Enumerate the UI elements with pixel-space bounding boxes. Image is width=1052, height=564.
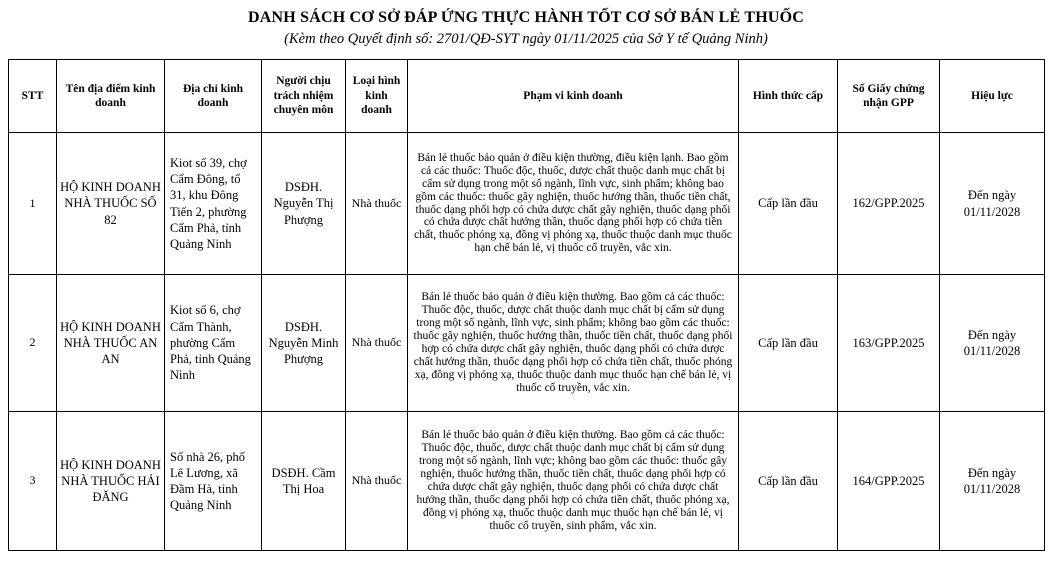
header-stt: STT — [9, 60, 57, 133]
header-responsible-person: Người chịu trách nhiệm chuyên môn — [262, 60, 346, 133]
page-title: DANH SÁCH CƠ SỞ ĐÁP ỨNG THỰC HÀNH TỐT CƠ SỞ BÁN LẺ THUỐC — [247, 9, 805, 26]
header-business-scope: Phạm vi kinh doanh — [408, 60, 739, 133]
table-row — [9, 412, 1045, 551]
header-validity: Hiệu lực — [940, 60, 1045, 133]
header-business-type: Loại hình kinh doanh — [346, 60, 408, 133]
header-gpp-number: Số Giấy chứng nhận GPP — [838, 60, 940, 133]
cell-business-name: HỘ KINH DOANH NHÀ THUỐC HẢI ĐĂNG — [57, 412, 165, 551]
header-business-name: Tên địa điểm kinh doanh — [57, 60, 165, 133]
cell-business-scope: Bán lẻ thuốc bảo quản ở điều kiện thường. Bao gồm cả các thuốc: Thuốc độc, thuốc, dược chất thuộc danh mục chất bị cấm sử dụng trong một số ngành, lĩnh vực, sinh phẩm; không bao gồm các thuốc: thuốc gây nghiện, thuốc hướng thần, thuốc tiền chất, thuốc dạng phối hợp có chứa dược chất gây nghiện, thuốc dạng phối có chứa dược chất hướng thần, thuốc dạng phối hợp có chứa tiền chất, thuốc phóng xạ, đồng vị phóng xạ, thuốc thuộc danh mục thuốc hạn chế bán lẻ, vị thuốc cổ truyền, vắc xin. — [408, 275, 739, 412]
cell-responsible-person: DSĐH. Nguyễn Thị Phượng — [262, 133, 346, 275]
cell-business-name: HỘ KINH DOANH NHÀ THUỐC SỐ 82 — [57, 133, 165, 275]
cell-gpp-number: 164/GPP.2025 — [838, 412, 940, 551]
cell-business-type: Nhà thuốc — [346, 133, 408, 275]
cell-address: Kiot số 6, chợ Cẩm Thành, phường Cẩm Phả, tỉnh Quảng Ninh — [165, 275, 262, 412]
cell-address: Số nhà 26, phố Lê Lương, xã Đầm Hà, tỉnh Quảng Ninh — [165, 412, 262, 551]
cell-validity: Đến ngày 01/11/2028 — [940, 133, 1045, 275]
cell-responsible-person: DSĐH. Nguyễn Minh Phượng — [262, 275, 346, 412]
cell-issue-type: Cấp lần đầu — [739, 412, 838, 551]
header-issue-type: Hình thức cấp — [739, 60, 838, 133]
cell-business-scope: Bán lẻ thuốc bảo quản ở điều kiện thường. Bao gồm cả các thuốc: Thuốc độc, thuốc, dược chất thuộc danh mục chất bị cấm sử dụng trong một số ngành, lĩnh vực; không bao gồm các thuốc: thuốc gây nghiện, thuốc hướng thần, thuốc tiền chất, thuốc dạng phối hợp có chứa dược chất gây nghiện, thuốc dạng phối có chứa dược chất hướng thần, thuốc dạng phối hợp có chứa tiền chất, thuốc phóng xạ, đồng vị phóng xạ, thuốc thuộc danh mục thuốc hạn chế bán lẻ, vị thuốc cổ truyền, sinh phẩm, vắc xin. — [408, 412, 739, 551]
page-subtitle: (Kèm theo Quyết định số: 2701/QĐ-SYT ngày 01/11/2025 của Sở Y tế Quảng Ninh) — [284, 31, 768, 47]
table-row — [9, 275, 1045, 412]
table-header-row — [9, 60, 1045, 133]
cell-issue-type: Cấp lần đầu — [739, 275, 838, 412]
cell-business-name: HỘ KINH DOANH NHÀ THUỐC AN AN — [57, 275, 165, 412]
cell-stt: 2 — [9, 275, 57, 412]
cell-business-type: Nhà thuốc — [346, 412, 408, 551]
cell-responsible-person: DSĐH. Cầm Thị Hoa — [262, 412, 346, 551]
cell-issue-type: Cấp lần đầu — [739, 133, 838, 275]
pharmacy-gpp-table — [8, 59, 1045, 551]
cell-stt: 1 — [9, 133, 57, 275]
cell-address: Kiot số 39, chợ Cẩm Đông, tổ 31, khu Đông Tiến 2, phường Cẩm Phả, tỉnh Quảng Ninh — [165, 133, 262, 275]
cell-validity: Đến ngày 01/11/2028 — [940, 412, 1045, 551]
header-address: Địa chỉ kinh doanh — [165, 60, 262, 133]
cell-business-scope: Bán lẻ thuốc bảo quản ở điều kiện thường, điều kiện lạnh. Bao gồm cả các thuốc: Thuốc độc, thuốc, dược chất thuộc danh mục chất bị cấm sử dụng trong một số ngành, lĩnh vực, sinh phẩm; không bao gồm các thuốc: thuốc gây nghiện, thuốc hướng thần, thuốc tiền chất, thuốc dạng phối hợp có chứa dược chất gây nghiện, thuốc dạng phối có chứa dược chất hướng thần, thuốc dạng phối hợp có chứa tiền chất, thuốc phóng xạ, đồng vị phóng xạ, thuốc thuộc danh mục thuốc hạn chế bán lẻ, vị thuốc cổ truyền, vắc xin. — [408, 133, 739, 275]
cell-gpp-number: 162/GPP.2025 — [838, 133, 940, 275]
table-row — [9, 133, 1045, 275]
cell-validity: Đến ngày 01/11/2028 — [940, 275, 1045, 412]
cell-stt: 3 — [9, 412, 57, 551]
cell-gpp-number: 163/GPP.2025 — [838, 275, 940, 412]
cell-business-type: Nhà thuốc — [346, 275, 408, 412]
